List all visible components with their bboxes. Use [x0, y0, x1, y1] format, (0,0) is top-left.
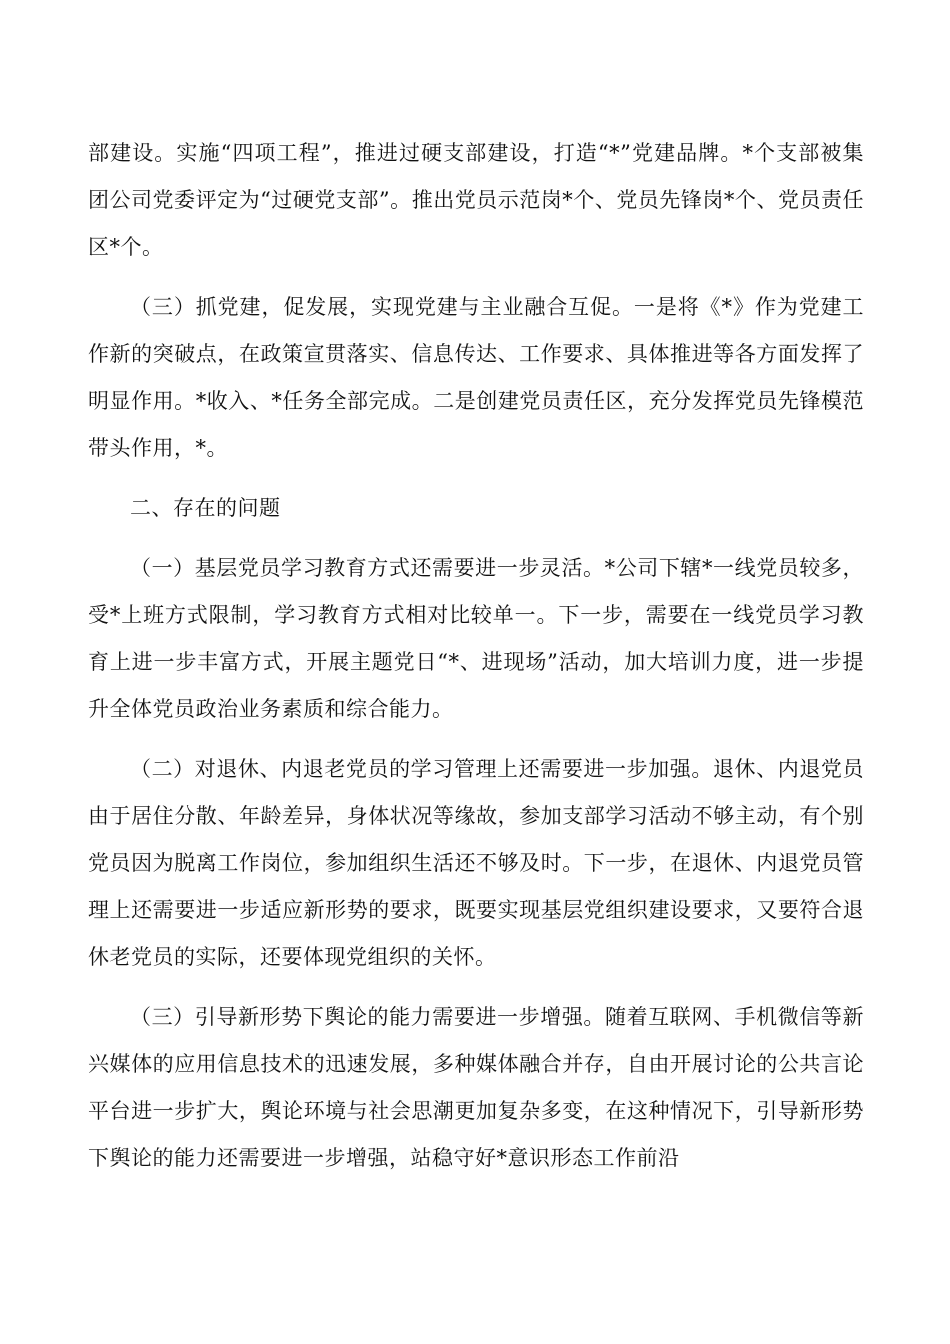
paragraph-problem-3: （三）引导新形势下舆论的能力需要进一步增强。随着互联网、手机微信等新兴媒体的应用信息技术的迅速发展，多种媒体融合并存，自由开展讨论的公共言论平台进一步扩大，舆论环境与社会思潮更加复杂多变，在这种情况下，引导新形势下舆论的能力还需要进一步增强，站稳守好*意识形态工作前沿 [88, 1005, 864, 1170]
paragraph-problem-1: （一）基层党员学习教育方式还需要进一步灵活。*公司下辖*一线党员较多，受*上班方式限制，学习教育方式相对比较单一。下一步，需要在一线党员学习教育上进一步丰富方式，开展主题党日“*、进现场”活动，加大培训力度，进一步提升全体党员政治业务素质和综合能力。 [88, 556, 864, 721]
paragraph-continuation: 部建设。实施“四项工程”，推进过硬支部建设，打造“*”党建品牌。*个支部被集团公司党委评定为“过硬党支部”。推出党员示范岗*个、党员先锋岗*个、党员责任区*个。 [88, 141, 864, 259]
section-heading-existing-problems: 二、存在的问题 [130, 496, 281, 520]
paragraph-party-building-integration: （三）抓党建，促发展，实现党建与主业融合互促。一是将《*》作为党建工作新的突破点，在政策宣贯落实、信息传达、工作要求、具体推进等各方面发挥了明显作用。*收入、*任务全部完成。二是创建党员责任区，充分发挥党员先锋模范带头作用，*。 [88, 295, 864, 460]
document-page [88, 130, 864, 1195]
paragraph-problem-2: （二）对退休、内退老党员的学习管理上还需要进一步加强。退休、内退党员由于居住分散、年龄差异，身体状况等缘故，参加支部学习活动不够主动，有个别党员因为脱离工作岗位，参加组织生活还不够及时。下一步，在退休、内退党员管理上还需要进一步适应新形势的要求，既要实现基层党组织建设要求，又要符合退休老党员的实际，还要体现党组织的关怀。 [88, 757, 864, 969]
